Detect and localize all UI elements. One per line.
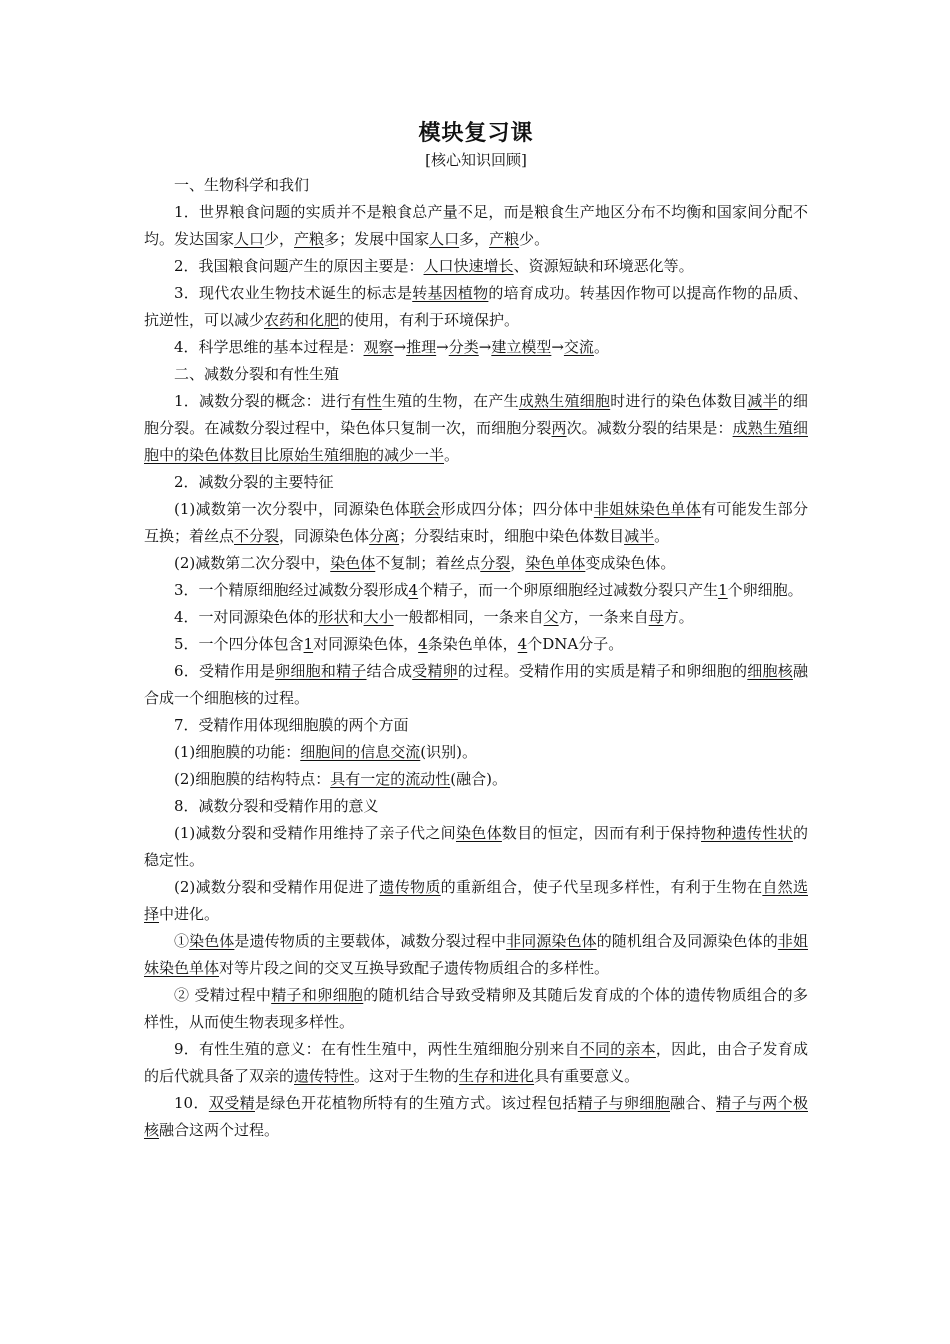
text-segment: ，同源染色体 bbox=[279, 527, 370, 545]
text-segment: 是绿色开花植物所特有的生殖方式。该过程包括 bbox=[254, 1094, 578, 1112]
page-title: 模块复习课 bbox=[418, 120, 534, 146]
text-segment: (1)减数第一次分裂中，同源染色体 bbox=[174, 500, 411, 518]
text-segment: 的培育成功。转基因作物可以提高作物的品质、抗逆性，可以减少 bbox=[144, 284, 808, 329]
underlined-answer: 1 bbox=[303, 635, 314, 653]
underlined-answer: 染色体 bbox=[455, 824, 502, 842]
text-segment: (2)减数第二次分裂中， bbox=[174, 554, 331, 572]
text-segment: 个DNA分子。 bbox=[527, 635, 624, 653]
paragraph bbox=[144, 1036, 808, 1090]
underlined-answer: 非同源染色体 bbox=[506, 932, 597, 950]
underlined-answer: 产粮 bbox=[294, 230, 325, 248]
text-segment: 数目的恒定，因而有利于保持 bbox=[501, 824, 702, 842]
paragraph bbox=[144, 388, 808, 469]
underlined-answer: 4 bbox=[517, 635, 528, 653]
paragraph bbox=[144, 496, 808, 550]
text-segment: 形成四分体；四分体中 bbox=[440, 500, 594, 518]
underlined-answer: 染色体 bbox=[330, 554, 376, 572]
underlined-answer: 4 bbox=[418, 635, 428, 653]
text-segment: 多；发展中国家 bbox=[324, 230, 430, 248]
underlined-answer: 染色单体 bbox=[525, 554, 586, 572]
text-segment: (2)减数分裂和受精作用促进了 bbox=[174, 878, 380, 896]
text-segment: 一般都相同，一条来自 bbox=[393, 608, 544, 626]
text-segment: → bbox=[436, 338, 449, 356]
paragraph bbox=[144, 334, 808, 361]
text-segment: 的稳定性。 bbox=[144, 824, 808, 869]
underlined-answer: 成熟生殖细胞中的染色体数目比原始生殖细胞的减少一半 bbox=[144, 419, 808, 464]
underlined-answer: 生存和进化 bbox=[459, 1067, 535, 1085]
text-segment: 、资源短缺和环境恶化等。 bbox=[513, 257, 694, 275]
underlined-answer: 产粮 bbox=[489, 230, 520, 248]
text-segment: → bbox=[478, 338, 492, 356]
underlined-answer: 精子与两个极核 bbox=[144, 1094, 808, 1139]
paragraph bbox=[144, 766, 808, 793]
underlined-answer: 联会 bbox=[410, 500, 441, 518]
text-segment: 二、减数分裂和有性生殖 bbox=[174, 365, 340, 383]
text-segment: 中进化。 bbox=[159, 905, 220, 923]
text-segment: 10． bbox=[174, 1094, 209, 1112]
text-segment: 个精子，而一个卵原细胞经过减数分裂只产生 bbox=[418, 581, 719, 599]
text-segment: 多， bbox=[459, 230, 490, 248]
underlined-answer: 有性 bbox=[351, 392, 382, 410]
text-segment: 9．有性生殖的意义：在有性生殖中，两性生殖细胞分别来自 bbox=[174, 1040, 580, 1058]
underlined-answer: 农药和化肥 bbox=[264, 311, 340, 329]
text-segment: (识别)。 bbox=[420, 743, 477, 761]
underlined-answer: 细胞间的信息交流 bbox=[300, 743, 421, 761]
underlined-answer: 交流 bbox=[563, 338, 594, 356]
underlined-answer: 两 bbox=[551, 419, 567, 437]
text-segment: (1)减数分裂和受精作用维持了亲子代之间 bbox=[174, 824, 456, 842]
document-body bbox=[144, 172, 808, 1144]
paragraph bbox=[144, 658, 808, 712]
text-segment: 次。减数分裂的结果是： bbox=[566, 419, 733, 437]
text-segment: ① bbox=[174, 932, 190, 950]
text-segment: 方，一条来自 bbox=[558, 608, 649, 626]
text-segment: 条染色单体， bbox=[427, 635, 518, 653]
text-segment: → bbox=[551, 338, 564, 356]
paragraph bbox=[144, 928, 808, 982]
text-segment: 的随机结合导致受精卵及其随后发育成的个体的遗传物质组合的多样性，从而使生物表现多样性。 bbox=[144, 986, 808, 1031]
text-segment: 方。 bbox=[663, 608, 694, 626]
text-segment: ② 受精过程中 bbox=[174, 986, 272, 1004]
paragraph bbox=[144, 1090, 808, 1144]
text-segment: 。 bbox=[654, 527, 670, 545]
text-segment: 6．受精作用是 bbox=[174, 662, 276, 680]
underlined-answer: 细胞核 bbox=[747, 662, 793, 680]
paragraph bbox=[144, 280, 808, 334]
text-segment: 。 bbox=[593, 338, 609, 356]
underlined-answer: 人口快速增长 bbox=[423, 257, 514, 275]
paragraph bbox=[144, 199, 808, 253]
underlined-answer: 分离 bbox=[369, 527, 400, 545]
paragraph bbox=[144, 982, 808, 1036]
text-segment: 5．一个四分体包含 bbox=[174, 635, 304, 653]
underlined-answer: 遗传特性 bbox=[294, 1067, 355, 1085]
paragraph bbox=[144, 577, 808, 604]
paragraph bbox=[144, 874, 808, 928]
paragraph bbox=[144, 631, 808, 658]
underlined-answer: 受精卵 bbox=[412, 662, 458, 680]
underlined-answer: 建立模型 bbox=[491, 338, 552, 356]
underlined-answer: 人口 bbox=[234, 230, 265, 248]
underlined-answer: 非姐妹染色单体 bbox=[144, 932, 808, 977]
text-segment: 3．一个精原细胞经过减数分裂形成 bbox=[174, 581, 409, 599]
text-segment: 少， bbox=[264, 230, 295, 248]
underlined-answer: 精子和卵细胞 bbox=[271, 986, 364, 1004]
text-segment: (2)细胞膜的结构特点： bbox=[174, 770, 331, 788]
underlined-answer: 自然选择 bbox=[144, 878, 808, 923]
text-segment: 4．科学思维的基本过程是： bbox=[174, 338, 364, 356]
text-segment: 1．减数分裂的概念：进行 bbox=[174, 392, 352, 410]
text-segment: 融合这两个过程。 bbox=[159, 1121, 280, 1139]
text-segment: 少。 bbox=[519, 230, 550, 248]
underlined-answer: 染色体 bbox=[189, 932, 235, 950]
document-page bbox=[144, 118, 808, 1144]
paragraph bbox=[144, 820, 808, 874]
text-segment: 生殖的生物，在产生 bbox=[381, 392, 519, 410]
underlined-answer: 母 bbox=[648, 608, 664, 626]
paragraph bbox=[144, 739, 808, 766]
underlined-answer: 父 bbox=[543, 608, 559, 626]
text-segment: 变成染色体。 bbox=[585, 554, 676, 572]
text-segment: 个卵细胞。 bbox=[727, 581, 803, 599]
underlined-answer: 转基因植物 bbox=[412, 284, 489, 302]
paragraph bbox=[144, 712, 808, 739]
text-segment: 7．受精作用体现细胞膜的两个方面 bbox=[174, 716, 409, 734]
underlined-answer: 物种遗传性状 bbox=[701, 824, 793, 842]
text-segment: 和 bbox=[348, 608, 364, 626]
text-segment: 8．减数分裂和受精作用的意义 bbox=[174, 797, 379, 815]
text-segment: ， bbox=[510, 554, 526, 572]
text-segment: 融合成一个细胞核的过程。 bbox=[144, 662, 808, 707]
paragraph bbox=[144, 793, 808, 820]
underlined-answer: 1 bbox=[718, 581, 728, 599]
underlined-answer: 分类 bbox=[448, 338, 479, 356]
section-subtitle: [核心知识回顾] bbox=[425, 151, 527, 169]
text-segment: 4．一对同源染色体的 bbox=[174, 608, 319, 626]
underlined-answer: 非姐妹染色单体 bbox=[593, 500, 702, 518]
text-segment: (融合)。 bbox=[450, 770, 507, 788]
paragraph bbox=[144, 361, 808, 388]
paragraph bbox=[144, 469, 808, 496]
underlined-answer: 成熟生殖细胞 bbox=[518, 392, 611, 410]
text-segment: 的重新组合，使子代呈现多样性，有利于生物在 bbox=[440, 878, 763, 896]
paragraph bbox=[144, 550, 808, 577]
text-segment: 融合、 bbox=[670, 1094, 717, 1112]
text-segment: 具有重要意义。 bbox=[534, 1067, 640, 1085]
underlined-answer: 推理 bbox=[406, 338, 437, 356]
text-segment: 的使用，有利于环境保护。 bbox=[339, 311, 520, 329]
text-segment: 对等片段之间的交叉互换导致配子遗传物质组合的多样性。 bbox=[219, 959, 610, 977]
text-segment: 一、生物科学和我们 bbox=[174, 176, 310, 194]
text-segment: 的细胞分裂。在减数分裂过程中，染色体只复制一次，而细胞分裂 bbox=[144, 392, 808, 437]
text-segment: 时进行的染色体数目 bbox=[610, 392, 748, 410]
paragraph bbox=[144, 253, 808, 280]
underlined-answer: 卵细胞和精子 bbox=[275, 662, 367, 680]
paragraph bbox=[144, 604, 808, 631]
text-segment: 1．世界粮食问题的实质并不是粮食总产量不足，而是粮食生产地区分布不均衡和国家间分配不均。发达国家 bbox=[144, 203, 808, 248]
underlined-answer: 人口 bbox=[429, 230, 460, 248]
underlined-answer: 双受精 bbox=[208, 1094, 255, 1112]
underlined-answer: 分裂 bbox=[480, 554, 511, 572]
text-segment: 结合成 bbox=[366, 662, 413, 680]
underlined-answer: 遗传物质 bbox=[379, 878, 441, 896]
text-segment: 的随机组合及同源染色体的 bbox=[596, 932, 778, 950]
underlined-answer: 不同的亲本 bbox=[579, 1040, 656, 1058]
text-segment: 有可能发生部分互换；着丝点 bbox=[144, 500, 808, 545]
text-segment: 是遗传物质的主要载体，减数分裂过程中 bbox=[234, 932, 507, 950]
text-segment: 不复制；着丝点 bbox=[375, 554, 481, 572]
text-segment: 的过程。受精作用的实质是精子和卵细胞的 bbox=[457, 662, 748, 680]
text-segment: (1)细胞膜的功能： bbox=[174, 743, 301, 761]
paragraph bbox=[144, 172, 808, 199]
underlined-answer: 减半 bbox=[747, 392, 778, 410]
underlined-answer: 具有一定的流动性 bbox=[330, 770, 451, 788]
text-segment: ；分裂结束时，细胞中染色体数目 bbox=[399, 527, 625, 545]
underlined-answer: 减半 bbox=[624, 527, 655, 545]
underlined-answer: 精子与卵细胞 bbox=[577, 1094, 670, 1112]
text-segment: → bbox=[393, 338, 407, 356]
text-segment: 对同源染色体， bbox=[313, 635, 419, 653]
text-segment: 2．减数分裂的主要特征 bbox=[174, 473, 334, 491]
underlined-answer: 大小 bbox=[363, 608, 394, 626]
underlined-answer: 不分裂 bbox=[234, 527, 280, 545]
text-segment: 3．现代农业生物技术诞生的标志是 bbox=[174, 284, 413, 302]
underlined-answer: 4 bbox=[408, 581, 419, 599]
text-segment: 2．我国粮食问题产生的原因主要是： bbox=[174, 257, 424, 275]
underlined-answer: 形状 bbox=[318, 608, 349, 626]
text-segment: ，因此，由合子发育成的后代就具备了双亲的 bbox=[144, 1040, 808, 1085]
underlined-answer: 观察 bbox=[363, 338, 394, 356]
text-segment: 。这对于生物的 bbox=[354, 1067, 460, 1085]
text-segment: 。 bbox=[444, 446, 460, 464]
